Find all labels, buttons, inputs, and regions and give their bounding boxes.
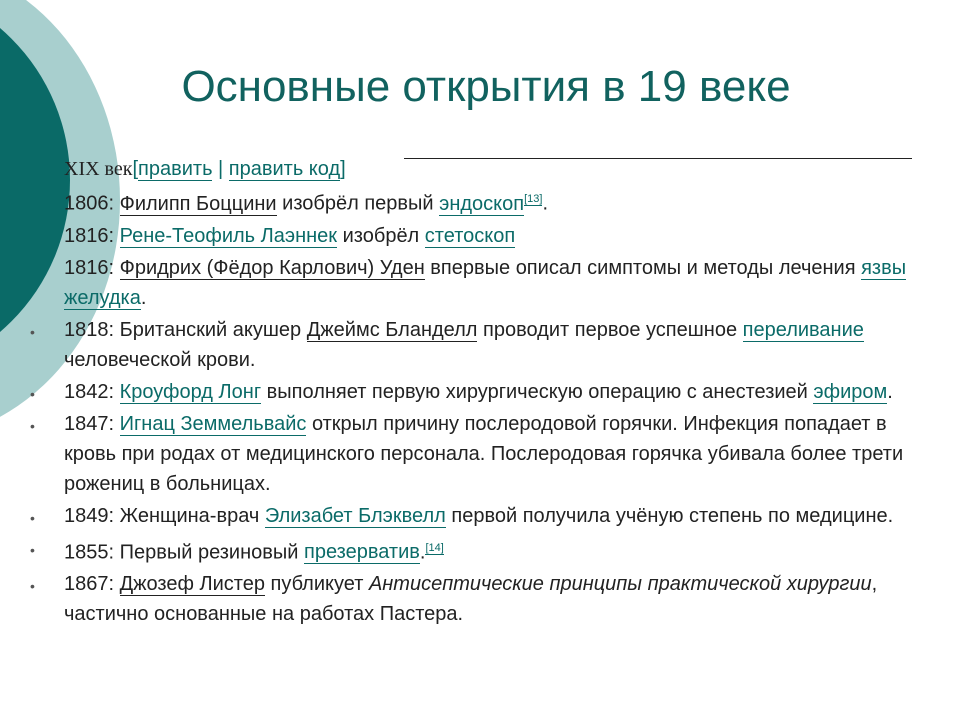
item-text: изобрёл	[337, 224, 425, 247]
item-text: первой получила учёную степень по медицине.	[445, 504, 894, 527]
item-text: .	[419, 541, 426, 564]
slide-content	[64, 154, 934, 631]
footnote-link[interactable]: [14]	[425, 541, 444, 554]
item-text: изобрёл первый	[276, 192, 440, 215]
list-item	[64, 253, 934, 313]
link-lister[interactable]: Джозеф Листер	[119, 573, 265, 596]
list-item	[64, 315, 934, 375]
link-semmelweis[interactable]: Игнац Земмельвайс	[119, 412, 307, 435]
item-text: 1818: Британский акушер	[64, 318, 307, 341]
list-item	[64, 409, 934, 499]
item-text: 1816:	[64, 224, 120, 247]
edit-code-link[interactable]: править код	[228, 158, 341, 180]
item-text: впервые описал симптомы и методы лечения	[424, 256, 862, 279]
section-heading-text: XIX век	[64, 158, 133, 180]
link-laennec[interactable]: Рене-Теофиль Лаэннек	[119, 224, 338, 247]
work-title: Антисептические принципы практической хирургии	[368, 573, 872, 596]
list-item	[64, 533, 934, 568]
heading-divider	[404, 158, 912, 159]
item-text: проводит первое успешное	[477, 318, 743, 341]
list-item	[64, 569, 934, 629]
section-heading	[64, 154, 934, 184]
link-long[interactable]: Кроуфорд Лонг	[119, 380, 262, 403]
item-text: 1855: Первый резиновый	[64, 541, 304, 564]
link-uden[interactable]: Фридрих (Фёдор Карлович) Уден	[119, 256, 425, 279]
list-item	[64, 501, 934, 531]
item-text: 1806:	[64, 192, 120, 215]
list-item	[64, 184, 934, 219]
link-ether[interactable]: эфиром	[813, 380, 888, 403]
slide-title: Основные открытия в 19 веке	[181, 62, 791, 111]
bracket-open: [	[132, 158, 139, 180]
link-endoscope[interactable]: эндоскоп	[439, 192, 525, 215]
footnote-14[interactable]	[425, 542, 443, 555]
item-text: человеческой крови.	[64, 348, 256, 371]
footnote-13[interactable]	[524, 193, 542, 206]
footnote-link[interactable]: [13]	[524, 193, 543, 205]
link-transfusion[interactable]: переливание	[742, 318, 864, 341]
item-text: .	[887, 380, 893, 403]
item-text: выполняет первую хирургическую операцию с анестезией	[261, 380, 814, 403]
bracket-close: ]	[340, 158, 346, 180]
link-ulcer[interactable]: язвы желудка	[64, 256, 907, 309]
link-blundell[interactable]: Джеймс Бланделл	[306, 318, 478, 341]
item-text: , частично основанные на работах Пастера.	[64, 573, 878, 626]
edit-link[interactable]: править	[138, 158, 213, 180]
list-item	[64, 377, 934, 407]
separator: |	[212, 158, 229, 180]
item-text: 1842:	[64, 380, 120, 403]
item-text: 1867:	[64, 573, 120, 596]
link-blackwell[interactable]: Элизабет Блэквелл	[264, 504, 446, 527]
link-condom[interactable]: презерватив	[304, 541, 420, 564]
item-text: 1816:	[64, 256, 120, 279]
link-stethoscope[interactable]: стетоскоп	[424, 224, 516, 247]
item-text: .	[140, 286, 147, 309]
item-text: открыл причину послеродовой горячки. Инфекция попадает в кровь при родах от медицинского персонала. Послеродовая горячка убивала более трети рожениц в больницах.	[64, 412, 904, 495]
list-item	[64, 221, 934, 251]
item-text: .	[542, 192, 549, 215]
link-bozzini[interactable]: Филипп Боццини	[119, 192, 277, 215]
item-text: 1847:	[64, 412, 120, 435]
item-text: публикует	[265, 573, 369, 596]
item-text: 1849: Женщина-врач	[64, 504, 265, 527]
